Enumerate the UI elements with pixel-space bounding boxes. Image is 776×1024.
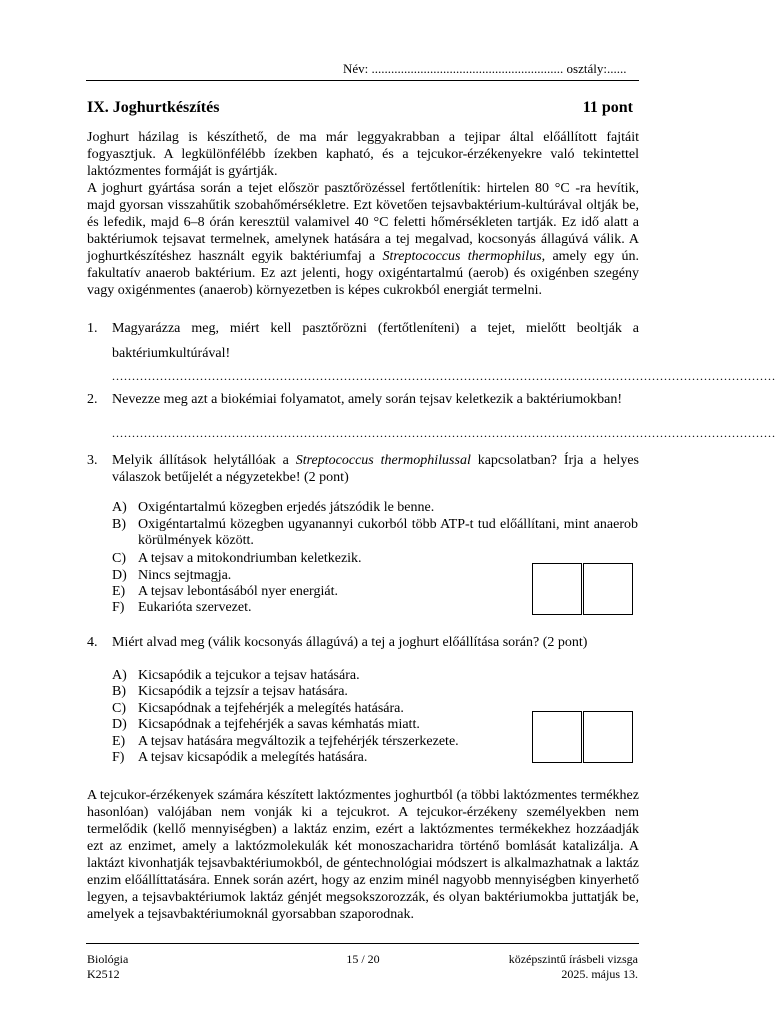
- question-3-text: Melyik állítások helytállóak a Streptococcus thermophilussal kapcsolatban? Írja a helyes válaszok betűjelét a négyzetekbe! (2 pont): [112, 453, 639, 485]
- q4-option-b: B) Kicsapódik a tejzsír a tejsav hatására.: [112, 684, 348, 699]
- footer-date: 2025. május 13.: [561, 967, 638, 981]
- q4-option-e: E) A tejsav hatására megváltozik a tejfehérjék térszerkezete.: [112, 734, 459, 749]
- question-3-number: 3.: [87, 453, 98, 468]
- question-1: [87, 316, 639, 366]
- footer-right: [509, 952, 638, 982]
- footer-code: K2512: [87, 967, 120, 981]
- question-1-text: Magyarázza meg, miért kell pasztőrözni (fertőtleníteni) a tejet, mielőtt beoltják a baktériumkultúrával!: [112, 321, 639, 361]
- q3-option-e: E) A tejsav lebontásából nyer energiát.: [112, 584, 338, 599]
- question-2-number: 2.: [87, 392, 98, 407]
- q4-answer-box-2[interactable]: [583, 711, 633, 763]
- q3-option-b: B) Oxigéntartalmú közegben ugyanannyi cukorból több ATP-t tud előállítani, mint anaerob körülmények között.: [112, 517, 638, 549]
- answer-line-1[interactable]: ......................................................................................................................................................................: [112, 369, 776, 383]
- q3-answer-box-1[interactable]: [532, 563, 582, 615]
- footer-page-number: 15 / 20: [346, 952, 380, 966]
- section-points: 11 pont: [582, 99, 633, 116]
- q3-option-a: A) Oxigéntartalmú közegben erjedés játszódik le benne.: [112, 500, 435, 515]
- q4-option-a: A) Kicsapódik a tejcukor a tejsav hatására.: [112, 668, 360, 683]
- q3-option-d: D) Nincs sejtmagja.: [112, 568, 232, 583]
- q4-option-f: F) A tejsav kicsapódik a melegítés hatására.: [112, 750, 368, 765]
- intro-paragraph-2: A joghurt gyártása során a tejet először pasztőrözéssel fertőtlenítik: hirtelen 80 °C -ra hevítik, majd gyorsan visszahűtik szobahőmérsékletre. Ezt követően tejsavbaktérium-kultúrával oltják be, és lefedik, majd 6–8 órán keresztül valamivel 40 °C feletti hőmérsékleten tartják. Ez idő alatt a baktériumok tejsavat termelnek, amelynek hatására a tej megalvad, kocsonyás állagúvá válik. A joghurtkészítéshez használt egyik baktériumfaj a Streptococcus thermophilus, amely egy ún. fakultatív anaerob baktérium. Ez azt jelenti, hogy oxigéntartalmú (aerob) és oxigénben szegény vagy oxigénmentes (anaerob) környezetben is képes cukrokból energiát termelni.: [87, 181, 639, 298]
- section-title: IX. Joghurtkészítés: [87, 99, 220, 116]
- q4-option-c: C) Kicsapódnak a tejfehérjék a melegítés hatására.: [112, 701, 404, 716]
- name-class-line: Név: ........................................................... osztály:......: [343, 61, 627, 76]
- footer-exam-type: középszintű írásbeli vizsga: [508, 952, 638, 966]
- q3-option-f: F) Eukarióta szervezet.: [112, 600, 252, 615]
- intro-paragraph-1: Joghurt házilag is készíthető, de ma már leggyakrabban a tejipar által előállított fajtáit fogyasztjuk. A legkülönfélébb ízekben kapható, és a tejcukor-érzékenyekre való tekintettel laktózmentes formáját is gyártják.: [87, 130, 639, 179]
- lactose-free-paragraph: A tejcukor-érzékenyek számára készített laktózmentes joghurtból (a többi laktózmentes termékhez hasonlóan) valójában nem vonják ki a tejcukrot. A tejcukor-érzékeny személyekben nem termelődik (kellő mennyiségben) a laktáz enzim, ezért a laktózmentes termékekhez hozzáadják ezt az enzimet, amely a laktózmolekulák két monoszacharidra történő bomlását katalizálja. A laktázt kivonhatják tejsavbaktériumokból, de géntechnológiai módszert is alkalmazhatnak a laktáz enzim előállíttatására. Ennek során azért, hogy az enzim minél nagyobb mennyiségben kinyerhető legyen, a tejsavbaktériumok laktáz génjét megsokszorozzák, és olyan baktériumokba juttatják be, amelyek a tejsavbaktériumoknál gyorsabban szaporodnak.: [87, 788, 639, 922]
- question-1-number: 1.: [87, 321, 98, 336]
- question-4-text: Miért alvad meg (válik kocsonyás állagúvá) a tej a joghurt előállítása során? (2 pont): [112, 635, 588, 650]
- question-2: [87, 391, 639, 408]
- header-divider: [86, 80, 639, 81]
- question-4-number: 4.: [87, 635, 98, 650]
- answer-line-2[interactable]: ......................................................................................................................................................................: [112, 426, 776, 440]
- q4-answer-box-1[interactable]: [532, 711, 582, 763]
- q3-option-c: C) A tejsav a mitokondriumban keletkezik.: [112, 551, 362, 566]
- footer-subject: Biológia: [87, 952, 129, 966]
- q3-answer-box-2[interactable]: [583, 563, 633, 615]
- q4-option-d: D) Kicsapódnak a tejfehérjék a savas kémhatás miatt.: [112, 717, 420, 732]
- question-2-text: Nevezze meg azt a biokémiai folyamatot, amely során tejsav keletkezik a baktériumokban!: [112, 392, 623, 407]
- footer-divider: [86, 943, 639, 944]
- species-name: Streptococcus thermophilus: [382, 249, 542, 264]
- question-3: [87, 452, 639, 486]
- footer-left: [87, 952, 128, 982]
- question-4: [87, 634, 639, 651]
